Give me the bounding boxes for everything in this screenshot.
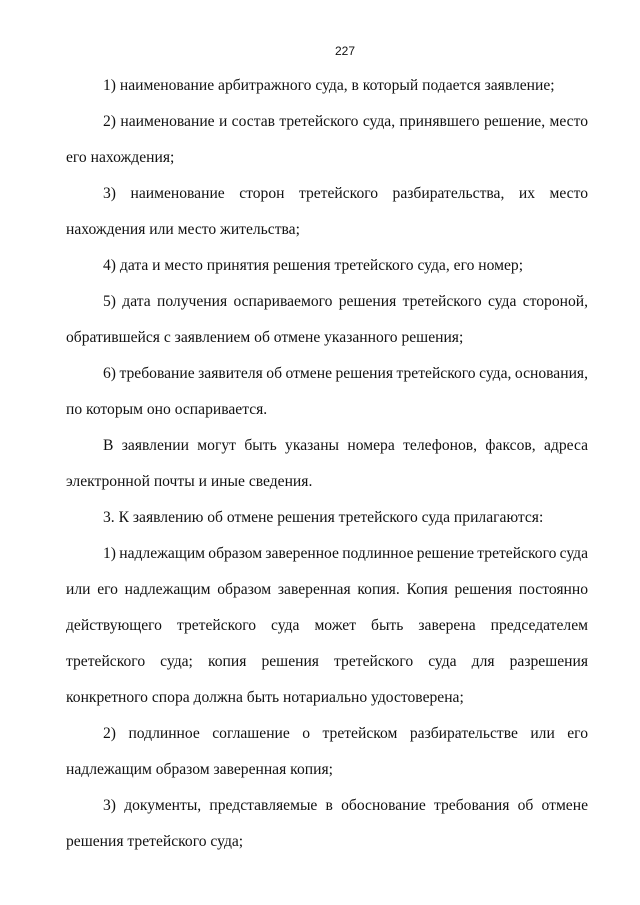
paragraph-line-text: 2) наименование и состав третейского суда, принявшего решение, место: [103, 113, 588, 130]
paragraph-line-text: действующего третейского суда может быть заверена председателем: [66, 617, 588, 634]
paragraph-line: [66, 536, 588, 572]
paragraph-line-text: надлежащим образом заверенная копия;: [66, 761, 333, 778]
paragraph-line-text: или его надлежащим образом заверенная копия. Копия решения постоянно: [66, 581, 588, 598]
document-body: [66, 68, 588, 860]
paragraph-line-text: 1) надлежащим образом заверенное подлинное решение третейского суда: [103, 545, 588, 562]
paragraph-line: [66, 680, 588, 716]
paragraph-line-text: 5) дата получения оспариваемого решения третейского суда стороной,: [103, 293, 588, 310]
paragraph-line-text: третейского суда; копия решения третейского суда для разрешения: [66, 653, 588, 670]
paragraph-line: [66, 824, 588, 860]
paragraph-line-text: 3) документы, представляемые в обоснование требования об отмене: [103, 797, 588, 814]
paragraph-line-text: его нахождения;: [66, 149, 175, 166]
paragraph-line-text: электронной почты и иные сведения.: [66, 473, 313, 490]
paragraph-line-text: обратившейся с заявлением об отмене указанного решения;: [66, 329, 464, 346]
paragraph-line-text: по которым оно оспаривается.: [66, 401, 268, 418]
paragraph-line: [66, 284, 588, 320]
paragraph-line-text: 4) дата и место принятия решения третейского суда, его номер;: [103, 257, 524, 274]
paragraph-line: [66, 356, 588, 392]
paragraph-line: [66, 572, 588, 608]
paragraph-line-text: 3. К заявлению об отмене решения третейского суда прилагаются:: [103, 509, 544, 526]
paragraph-line: [66, 788, 588, 824]
paragraph-line-text: нахождения или место жительства;: [66, 221, 300, 238]
paragraph-line-text: конкретного спора должна быть нотариально удостоверена;: [66, 689, 464, 706]
paragraph-line: [66, 752, 588, 788]
paragraph-line-text: решения третейского суда;: [66, 833, 244, 850]
paragraph-line: [66, 212, 588, 248]
paragraph-line: [66, 140, 588, 176]
paragraph-line-text: 3) наименование сторон третейского разбирательства, их место: [103, 185, 588, 202]
paragraph-line: [66, 248, 588, 284]
paragraph-line: [66, 500, 588, 536]
paragraph-line: [66, 68, 588, 104]
paragraph-line-text: 6) требование заявителя об отмене решения третейского суда, основания,: [103, 365, 588, 382]
paragraph-line-text: 1) наименование арбитражного суда, в который подается заявление;: [103, 77, 555, 94]
paragraph-line: [66, 104, 588, 140]
paragraph-line: [66, 320, 588, 356]
paragraph-line: [66, 392, 588, 428]
page-number: 227: [334, 44, 356, 58]
paragraph-line-text: В заявлении могут быть указаны номера телефонов, факсов, адреса: [103, 437, 588, 454]
paragraph-line: [66, 716, 588, 752]
paragraph-line: [66, 428, 588, 464]
paragraph-line: [66, 608, 588, 644]
paragraph-line: [66, 464, 588, 500]
paragraph-line: [66, 176, 588, 212]
paragraph-line-text: 2) подлинное соглашение о третейском разбирательстве или его: [103, 725, 588, 742]
paragraph-line: [66, 644, 588, 680]
